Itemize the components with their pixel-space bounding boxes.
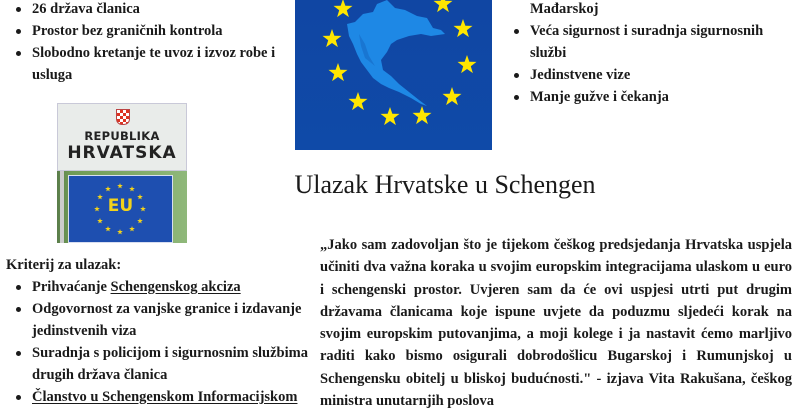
list-item: Prostor bez graničnih kontrola — [6, 20, 286, 42]
list-item: Suradnja s policijom i sigurnosnim službima — [6, 342, 316, 364]
entry-criteria-section — [6, 254, 316, 408]
eu-croatia-flag-image — [295, 0, 492, 150]
schengen-information-system-link[interactable]: Članstvo u Schengenskom Informacijskom — [32, 389, 298, 405]
list-item: Odgovornost za vanjske granice i izdavanje — [6, 298, 316, 320]
schengen-acquis-link[interactable]: Schengenskog akciza — [110, 279, 241, 295]
sign-line-1: REPUBLIKA — [84, 129, 160, 143]
list-item-continuation: drugih država članica — [32, 367, 168, 383]
croatia-border-sign-image — [57, 100, 187, 243]
eu-sign — [68, 175, 173, 243]
minister-quote: „Jako sam zadovoljan što je tijekom češkog predsjedanja Hrvatska uspjela učiniti dva važna koraka u svojim europskim integracijama ulaskom u euro i schengenski prostor. Uvjeren sam da će ovi uspjesi utrti put drugim državama članicama koje ispune uvjete da poduzmu sljedeći korak na svojim europskim putovanjima, a moji kolege i ja nastavit ćemo marljivo raditi kako bismo osigurali dobrodošlicu Bugarskoj i Rumunjskoj u Schengensku obitelj u bliskoj budućnosti." - izjava Vita Rakušana, češkog ministra unutarnjih poslova — [320, 237, 792, 410]
eu-stars-icon — [295, 0, 492, 150]
criteria-heading: Kriterij za ulazak: — [6, 257, 122, 273]
list-item-continuation: Mađarskoj — [530, 1, 599, 17]
schengen-facts-list — [6, 0, 286, 86]
croatian-coat-of-arms-icon — [116, 109, 130, 125]
page-title: Ulazak Hrvatske u Schengen — [294, 170, 596, 199]
list-item: Veća sigurnost i suradnja sigurnosnih — [504, 20, 794, 42]
republika-hrvatska-sign — [57, 103, 187, 171]
sign-line-2: HRVATSKA — [67, 143, 177, 163]
list-item-continuation: jedinstvenih viza — [32, 323, 137, 339]
list-item — [6, 276, 316, 298]
eu-label: EU — [107, 196, 134, 216]
list-item: Jedinstvene vize — [504, 64, 794, 86]
eu-sign-background — [57, 171, 187, 243]
sign-pole — [60, 171, 64, 243]
list-item-continuation: usluga — [32, 67, 73, 83]
list-item-continuation: službi — [530, 45, 567, 61]
list-item: 26 država članica — [6, 0, 286, 20]
list-item: Slobodno kretanje te uvoz i izvoz robe i — [6, 42, 286, 64]
list-item — [6, 386, 316, 408]
schengen-benefits-list — [504, 0, 794, 108]
list-item: Manje gužve i čekanja — [504, 86, 794, 108]
list-item-text: Prihvaćanje — [32, 279, 111, 295]
